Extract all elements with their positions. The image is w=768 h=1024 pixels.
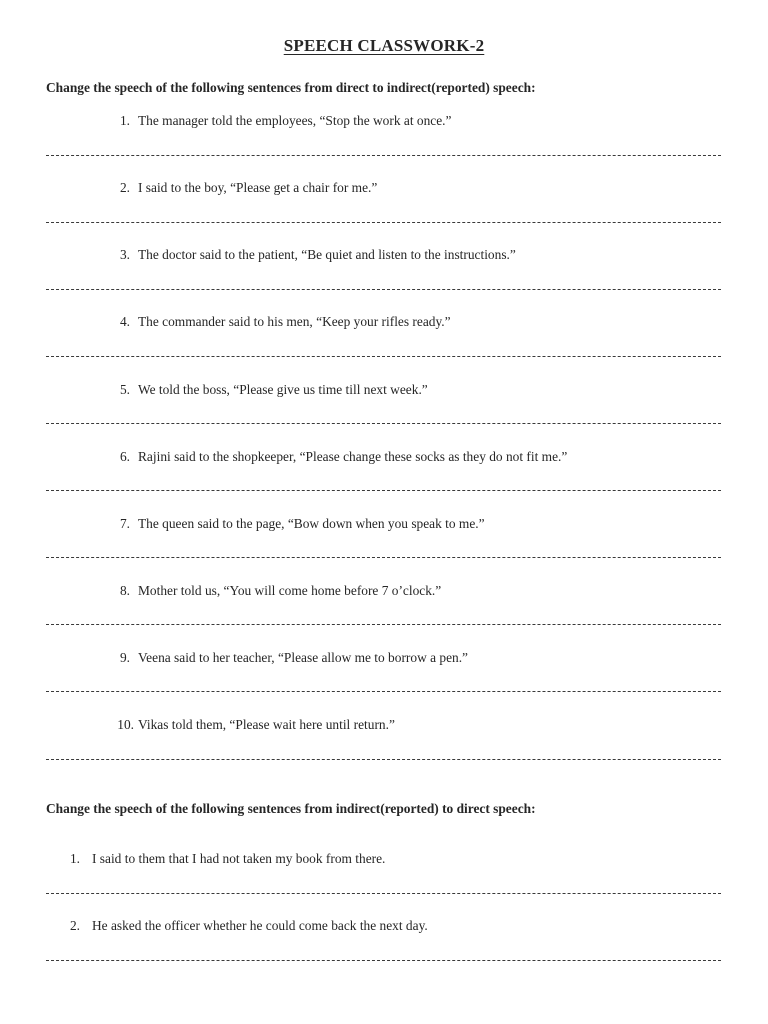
question-number: 2.: [69, 918, 80, 933]
question-text: Veena said to her teacher, “Please allow me to borrow a pen.”: [138, 650, 468, 665]
question-item: [112, 113, 451, 129]
question-text: We told the boss, “Please give us time till next week.”: [138, 382, 428, 397]
question-number: 10.: [117, 717, 134, 732]
question-text: The commander said to his men, “Keep your rifles ready.”: [138, 314, 451, 329]
question-item: [112, 583, 441, 599]
answer-line[interactable]: [46, 893, 721, 894]
answer-line[interactable]: [46, 624, 721, 625]
answer-line[interactable]: [46, 222, 721, 223]
question-item: [112, 314, 451, 330]
question-text: Vikas told them, “Please wait here until return.”: [138, 717, 395, 732]
answer-line[interactable]: [46, 356, 721, 357]
question-number: 7.: [119, 516, 130, 531]
question-item: [112, 382, 428, 398]
question-item: [112, 516, 485, 532]
question-number: 1.: [119, 113, 130, 128]
answer-line[interactable]: [46, 423, 721, 424]
section-instruction: Change the speech of the following sentences from direct to indirect(reported) speech:: [46, 80, 536, 95]
question-item: [112, 650, 468, 666]
answer-line[interactable]: [46, 960, 721, 961]
question-text: The queen said to the page, “Bow down when you speak to me.”: [138, 516, 485, 531]
question-text: I said to them that I had not taken my book from there.: [92, 851, 386, 866]
question-number: 8.: [119, 583, 130, 598]
question-text: The manager told the employees, “Stop the work at once.”: [138, 113, 452, 128]
section-instruction: Change the speech of the following sentences from indirect(reported) to direct speech:: [46, 801, 536, 816]
question-number: 2.: [119, 180, 130, 195]
page-title: SPEECH CLASSWORK-2: [283, 36, 485, 55]
question-item: [112, 180, 377, 196]
answer-line[interactable]: [46, 557, 721, 558]
answer-line[interactable]: [46, 155, 721, 156]
answer-line[interactable]: [46, 490, 721, 491]
answer-line[interactable]: [46, 759, 721, 760]
question-number: 6.: [119, 449, 130, 464]
question-item: [112, 449, 567, 465]
answer-line[interactable]: [46, 691, 721, 692]
question-item: [66, 918, 428, 934]
question-number: 9.: [119, 650, 130, 665]
question-text: Mother told us, “You will come home before 7 o’clock.”: [138, 583, 442, 598]
question-number: 4.: [119, 314, 130, 329]
question-item: [66, 851, 385, 867]
question-item: [112, 247, 516, 263]
question-number: 3.: [119, 247, 130, 262]
question-item: [112, 717, 395, 733]
question-number: 1.: [69, 851, 80, 866]
question-text: The doctor said to the patient, “Be quiet and listen to the instructions.”: [138, 247, 516, 262]
question-number: 5.: [119, 382, 130, 397]
question-text: Rajini said to the shopkeeper, “Please change these socks as they do not fit me.”: [138, 449, 568, 464]
answer-line[interactable]: [46, 289, 721, 290]
question-text: I said to the boy, “Please get a chair for me.”: [138, 180, 378, 195]
question-text: He asked the officer whether he could come back the next day.: [92, 918, 428, 933]
